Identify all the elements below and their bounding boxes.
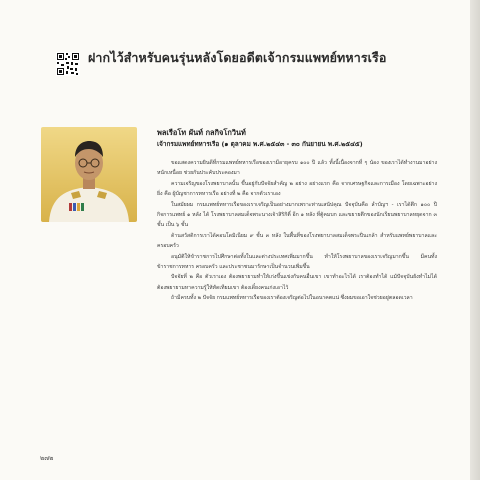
person-subtitle: เจ้ากรมแพทย์ทหารเรือ (๑ ตุลาคม พ.ศ.๒๕๔๓ - ๓๐ กันยายน พ.ศ.๒๕๔๕)	[157, 140, 363, 148]
paragraph: ความเจริญของโรงพยาบาลนั้น ขึ้นอยู่กับปัจจัยสำคัญ ๒ อย่าง อย่างแรก คือ จากเศรษฐกิจและการเมือง โดยเฉพาะอย่างยิ่ง คือ ผู้บัญชาการทหารเรือ อย่างที่ ๒ คือ จากตัวเราเอง	[157, 180, 437, 198]
paragraph: ปัจจัยที่ ๒ คือ ตัวเราเอง ต้องพยายามทำให้เก่งขึ้นแข่งกับคนอื่นเขา เขาทำอะไรได้ เราต้องทำได้ แม้ปัจจุบันยังทำไม่ได้ ต้องพยายามหาความรู้ให้ทัดเทียมเขา ต้องเดี๋ยงคนเก่งเอาไว้	[157, 274, 437, 291]
page-number: ๒๗๒	[40, 454, 54, 462]
paragraph: ขอแสดงความยินดีที่กรมแพทย์ทหารเรือของเรามีอายุครบ ๑๐๐ ปี แล้ว ทั้งนี้เนื่องจากที่ ๆ น้อง ของเราได้ทำงานมาอย่างหนักเหนื่อย ช่วยกันประคับประคองมา	[157, 160, 437, 177]
portrait-photo	[41, 127, 137, 222]
paragraph: ในสมัยผม กรมแพทย์ทหารเรือของเราเจริญเป็นอย่างมากเพราะท่านเสนัปคุณ ปัจจุบันคือ ลำบัญฯ - เราได้ตึก ๑๐๐ ปีกิจการแพทย์ ๑ หลัง ได้ โรงพยาบาลสมเด็จพระนางเจ้าสิริกิติ์ อีก ๑ หลัง ที่ตู้คมบก และขยายตึกของนักเรียนพยาบาลหยุดจาก ๓ ชั้น เป็น ๖ ชั้น	[157, 201, 437, 229]
person-name: พลเรือโท ผันท์ กลกิจโกวินท์	[157, 128, 246, 137]
page-title: ฝากไว้สำหรับคนรุ่นหลังโดยอดีตเจ้ากรมแพทย์ทหารเรือ	[88, 50, 387, 65]
qr-code-icon[interactable]	[56, 52, 80, 76]
page-spine	[470, 0, 480, 480]
paragraph: ถ้ามีครบทั้ง ๒ ปัจจัย กรมแพทย์ทหารเรือของเราต้องเจริญต่อไปในอนาคตแน่ ซึ่งผมขอเอาใจช่วยอยู่ตลอดเวลา	[171, 295, 413, 302]
article-body	[157, 158, 437, 304]
paragraph: ด้านสวัสดิการเราได้คอนโดมิเนียม ๙ ชั้น ๓ หลัง ในพื้นที่ของโรงพยาบาลสมเด็จพระปิ่นเกล้า สำหรับแพทย์พยาบาลและครอบครัว	[157, 232, 437, 250]
paragraph: อนุมัติให้ข้าราชการไปศึกษาต่อทั้งในและต่างประเทศเพิ่มมากขึ้น ทำให้โรงพยาบาลของเราเจริญมากขึ้น มีคนทั้งข้าราชการทหาร ครอบครัว และประชาชนมารักษาเป็นจำนวนเพิ่มขึ้น	[157, 253, 437, 271]
